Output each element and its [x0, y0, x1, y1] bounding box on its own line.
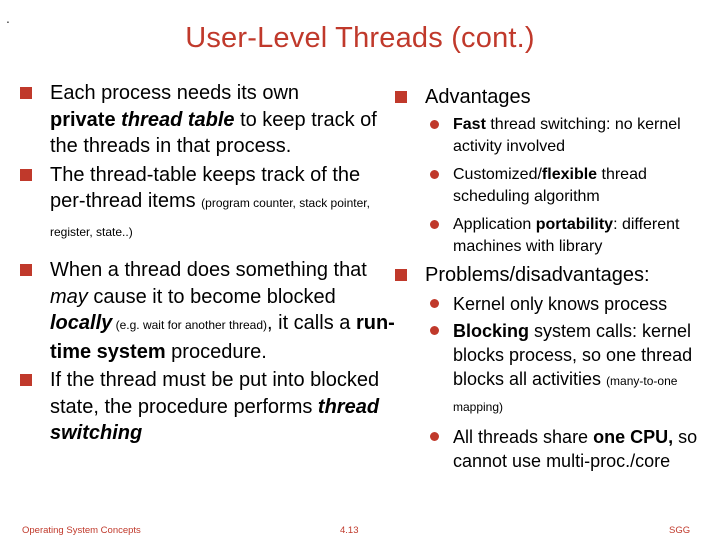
- square-bullet-icon: [20, 169, 32, 181]
- round-bullet-icon: [430, 220, 439, 229]
- square-bullet-icon: [20, 87, 32, 99]
- left-bullet-1: Each process needs its own private thread table to keep track of the threads in that process.: [18, 80, 396, 160]
- round-bullet-icon: [430, 299, 439, 308]
- round-bullet-icon: [430, 170, 439, 179]
- right-column: [395, 84, 713, 473]
- disadvantage-item-cpu: All threads share one CPU, so cannot use multi-proc./core: [395, 425, 713, 473]
- advantages-heading: Advantages: [395, 84, 713, 110]
- square-bullet-icon: [20, 264, 32, 276]
- disadvantages-heading: Problems/disadvantages:: [395, 262, 713, 288]
- square-bullet-icon: [395, 269, 407, 281]
- square-bullet-icon: [20, 374, 32, 386]
- square-bullet-icon: [395, 91, 407, 103]
- left-bullet-4: If the thread must be put into blocked state, the procedure performs thread switching: [18, 367, 396, 447]
- footer-author: SGG: [669, 525, 691, 536]
- round-bullet-icon: [430, 326, 439, 335]
- corner-mark: .: [6, 10, 10, 26]
- left-bullet-2: The thread-table keeps track of the per-thread items (program counter, stack pointer, register, state..): [18, 162, 396, 246]
- slide-title: User-Level Threads (cont.): [185, 22, 535, 54]
- left-column: [18, 80, 396, 447]
- advantage-item-portability: Application portability: different machines with library: [395, 214, 713, 257]
- advantage-item-fast: Fast thread switching: no kernel activity involved: [395, 114, 713, 157]
- round-bullet-icon: [430, 432, 439, 441]
- footer-book-title: Operating System Concepts: [22, 525, 141, 536]
- footer-page-number: 4.13: [340, 525, 359, 536]
- disadvantage-item-kernel: Kernel only knows process: [395, 292, 713, 316]
- advantage-item-flexible: Customized/flexible thread scheduling algorithm: [395, 164, 713, 207]
- round-bullet-icon: [430, 120, 439, 129]
- left-bullet-3: When a thread does something that may cause it to become blocked locally (e.g. wait for another thread), it calls a run-time system procedure.: [18, 257, 396, 365]
- disadvantage-item-blocking: Blocking system calls: kernel blocks process, so one thread blocks all activities (many-to-one mapping): [395, 319, 713, 419]
